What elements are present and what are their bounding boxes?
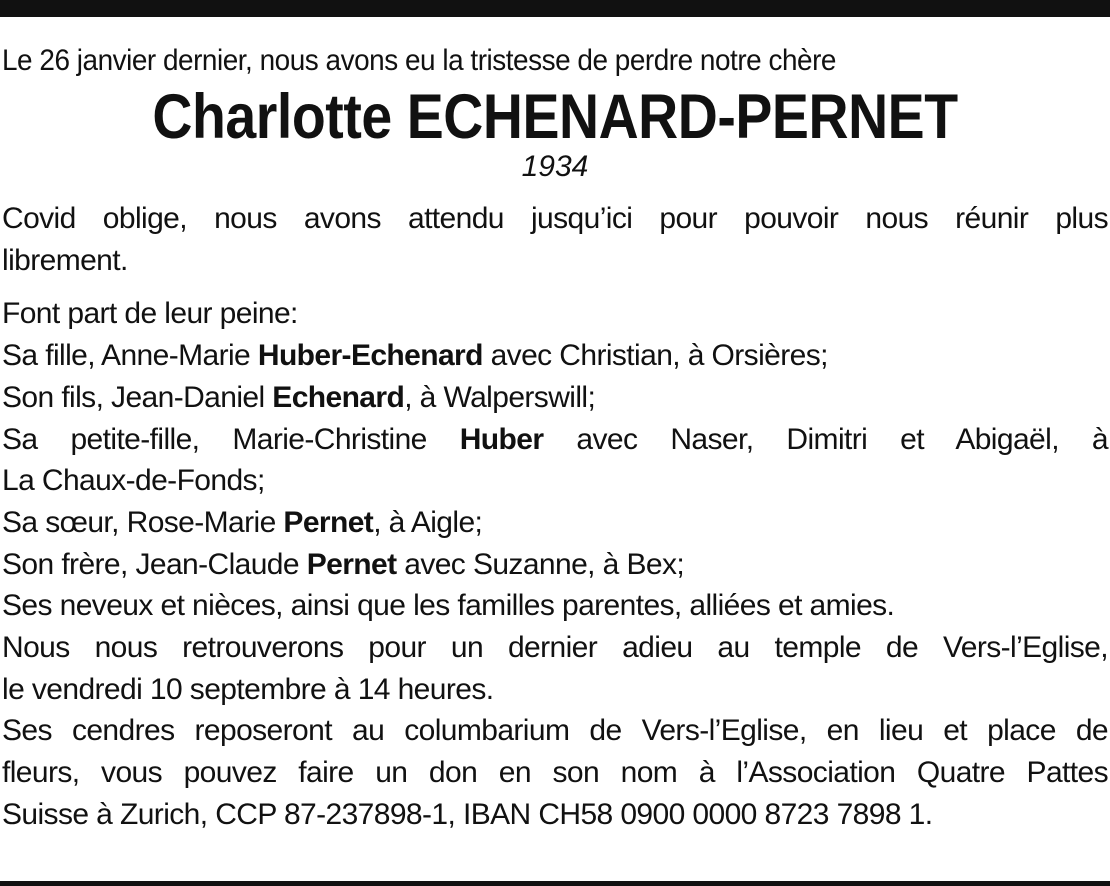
obituary-notice [2, 40, 1108, 836]
ceremony-line-2: le vendredi 10 septembre à 14 heures. [2, 672, 494, 706]
family-line-granddaughter-cont [2, 460, 1108, 502]
family-text: avec Suzanne, à Bex; [396, 547, 685, 581]
birth-year: 1934 [521, 150, 589, 183]
ashes-line-3: Suisse à Zurich, CCP 87-237898-1, IBAN CH58 0900 0000 8723 7898 1. [2, 797, 933, 831]
family-text: La Chaux-de-Fonds; [2, 464, 265, 498]
ceremony-line-1: Nous nous retrouverons pour un dernier adieu au temple de Vers-l’Eglise, [2, 631, 1108, 665]
covid-paragraph [2, 198, 1108, 281]
deceased-name: Charlotte ECHENARD-PERNET [152, 82, 958, 152]
family-surname: Huber-Echenard [257, 339, 483, 373]
family-line-brother [2, 544, 1108, 586]
covid-line-1: Covid oblige, nous avons attendu jusqu’ici pour pouvoir nous réunir plus [2, 202, 1108, 235]
family-line-relatives [2, 585, 1108, 627]
family-text: Sa fille, Anne-Marie [2, 339, 258, 373]
covid-line-2: librement. [2, 243, 128, 277]
family-line-sister [2, 502, 1108, 544]
family-surname: Pernet [306, 547, 397, 581]
ashes-line-1: Ses cendres reposeront au columbarium de Vers-l’Eglise, en lieu et place de [2, 714, 1108, 748]
bottom-rule [0, 881, 1110, 886]
font-part-heading: Font part de leur peine: [2, 297, 298, 331]
family-text: , à Walperswill; [404, 380, 596, 414]
family-text: , à Aigle; [373, 505, 483, 539]
family-surname: Pernet [283, 505, 374, 539]
family-surname: Huber [459, 422, 544, 456]
family-text: Sa petite-fille, Marie-Christine [2, 422, 460, 456]
family-text: avec Christian, à Orsières; [482, 339, 828, 373]
family-line-granddaughter [2, 419, 1108, 461]
family-line-daughter [2, 335, 1108, 377]
top-rule [0, 0, 1110, 17]
ashes-line-2: fleurs, vous pouvez faire un don en son nom à l’Association Quatre Pattes [2, 756, 1108, 790]
family-line-son [2, 377, 1108, 419]
family-text: avec Naser, Dimitri et Abigaël, à [543, 422, 1108, 456]
family-text: Son frère, Jean-Claude [2, 547, 307, 581]
intro-text: Le 26 janvier dernier, nous avons eu la tristesse de perdre notre chère [2, 44, 836, 77]
family-text: Sa sœur, Rose-Marie [2, 505, 284, 539]
family-section [2, 293, 1108, 835]
family-text: Ses neveux et nièces, ainsi que les familles parentes, alliées et amies. [2, 589, 895, 623]
family-text: Son fils, Jean-Daniel [2, 380, 273, 414]
family-surname: Echenard [272, 380, 405, 414]
